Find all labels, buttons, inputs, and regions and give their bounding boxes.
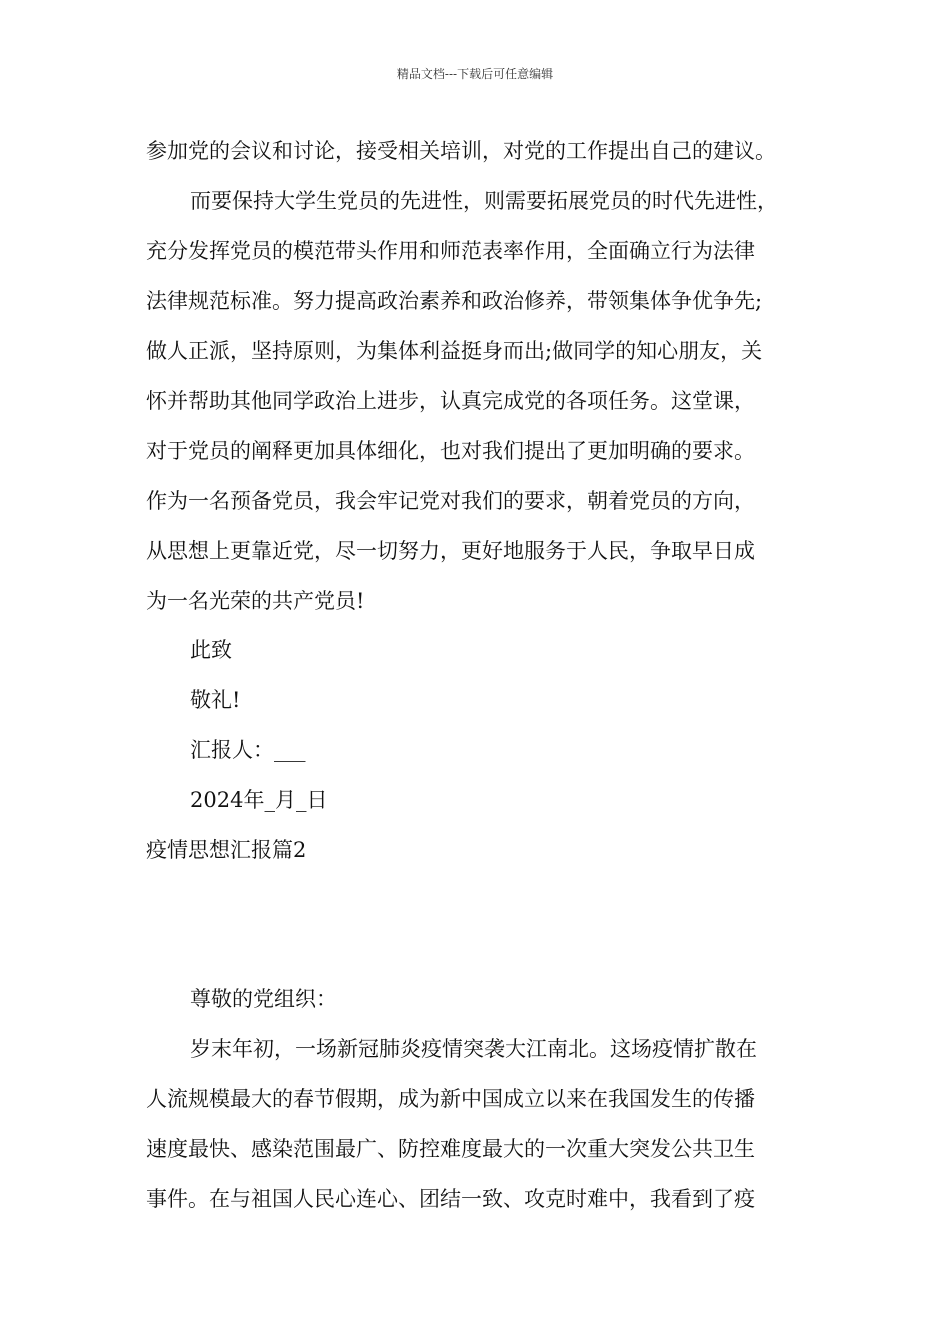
text-line: 参加党的会议和讨论，接受相关培训，对党的工作提出自己的建议。: [146, 139, 776, 163]
text-line: 人流规模最大的春节假期，成为新中国成立以来在我国发生的传播: [146, 1087, 755, 1111]
text-line: 作为一名预备党员，我会牢记党对我们的要求，朝着党员的方向，: [146, 489, 755, 513]
text-line: 而要保持大学生党员的先进性，则需要拓展党员的时代先进性，: [190, 189, 778, 213]
greeting: 尊敬的党组织：: [190, 987, 337, 1011]
text-line: 做人正派，坚持原则，为集体利益挺身而出;做同学的知心朋友，关: [146, 339, 763, 363]
text-line: 对于党员的阐释更加具体细化，也对我们提出了更加明确的要求。: [146, 439, 755, 463]
text-line: 速度最快、感染范围最广、防控难度最大的一次重大突发公共卫生: [146, 1137, 755, 1161]
text-line: 从思想上更靠近党，尽一切努力，更好地服务于人民，争取早日成: [146, 539, 755, 563]
reporter-line: 汇报人：___: [190, 738, 306, 762]
text-line: 怀并帮助其他同学政治上进步，认真完成党的各项任务。这堂课，: [146, 389, 755, 413]
text-line: 岁末年初，一场新冠肺炎疫情突袭大江南北。这场疫情扩散在: [190, 1037, 757, 1061]
page-header: 精品文档---下载后可任意编辑: [396, 67, 554, 81]
date-line: 2024年_月_日: [190, 788, 328, 812]
text-line: 为一名光荣的共产党员!: [146, 589, 365, 613]
text-line: 充分发挥党员的模范带头作用和师范表率作用，全面确立行为法律: [146, 239, 755, 263]
section-title: 疫情思想汇报篇2: [146, 838, 307, 862]
closing-salutation: 此致: [190, 638, 232, 662]
text-line: 事件。在与祖国人民心连心、团结一致、攻克时难中，我看到了疫: [146, 1187, 755, 1211]
text-line: 法律规范标准。努力提高政治素养和政治修养，带领集体争优争先;: [146, 289, 763, 313]
closing-regards: 敬礼!: [190, 688, 241, 712]
